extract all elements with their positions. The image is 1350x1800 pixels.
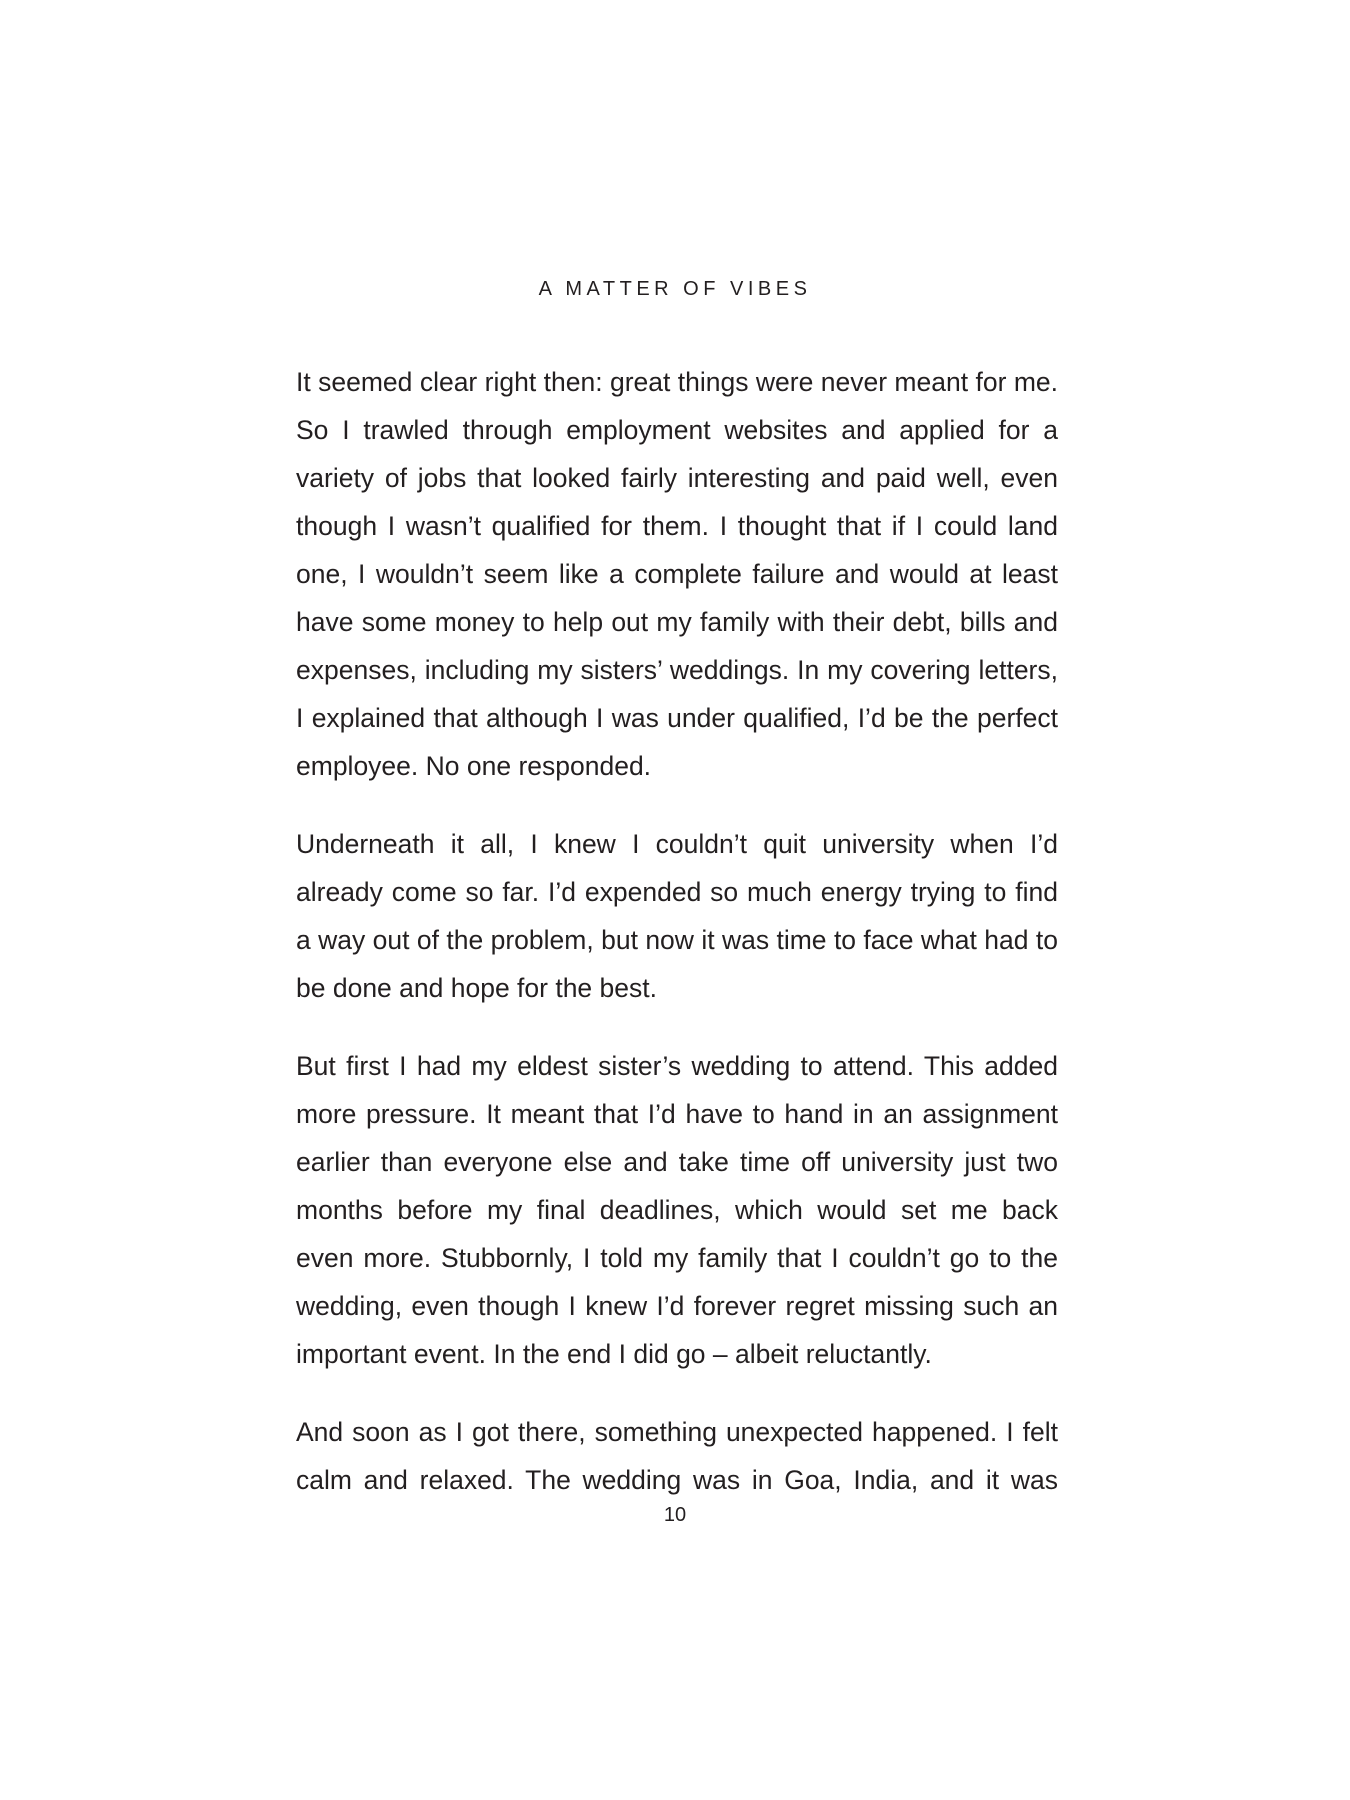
paragraph: And soon as I got there, something unexpected happened. I felt calm and relaxed. The wedding was in Goa, India, and it was	[296, 1417, 1058, 1495]
paragraph: But first I had my eldest sister’s wedding to attend. This added more pressure. It meant that I’d have to hand in an assignment earlier than everyone else and take time off university just two months before my final deadlines, which would set me back even more. Stubbornly, I told my family that I couldn’t go to the wedding, even though I knew I’d forever regret missing such an important event. In the end I did go – albeit reluctantly.	[296, 1051, 1058, 1369]
page-number: 10	[663, 1504, 687, 1526]
running-head: A MATTER OF VIBES	[538, 278, 812, 300]
paragraph: It seemed clear right then: great things were never meant for me. So I trawled through employment websites and applied for a variety of jobs that looked fairly interesting and paid well, even though I wasn’t qualified for them. I thought that if I could land one, I wouldn’t seem like a complete failure and would at least have some money to help out my family with their debt, bills and expenses, including my sisters’ weddings. In my covering letters, I explained that although I was under qualified, I’d be the perfect employee. No one responded.	[296, 367, 1058, 781]
paragraph: Underneath it all, I knew I couldn’t quit university when I’d already come so far. I’d expended so much energy trying to find a way out of the problem, but now it was time to face what had to be done and hope for the best.	[296, 829, 1058, 1003]
body-text	[296, 358, 1058, 1504]
